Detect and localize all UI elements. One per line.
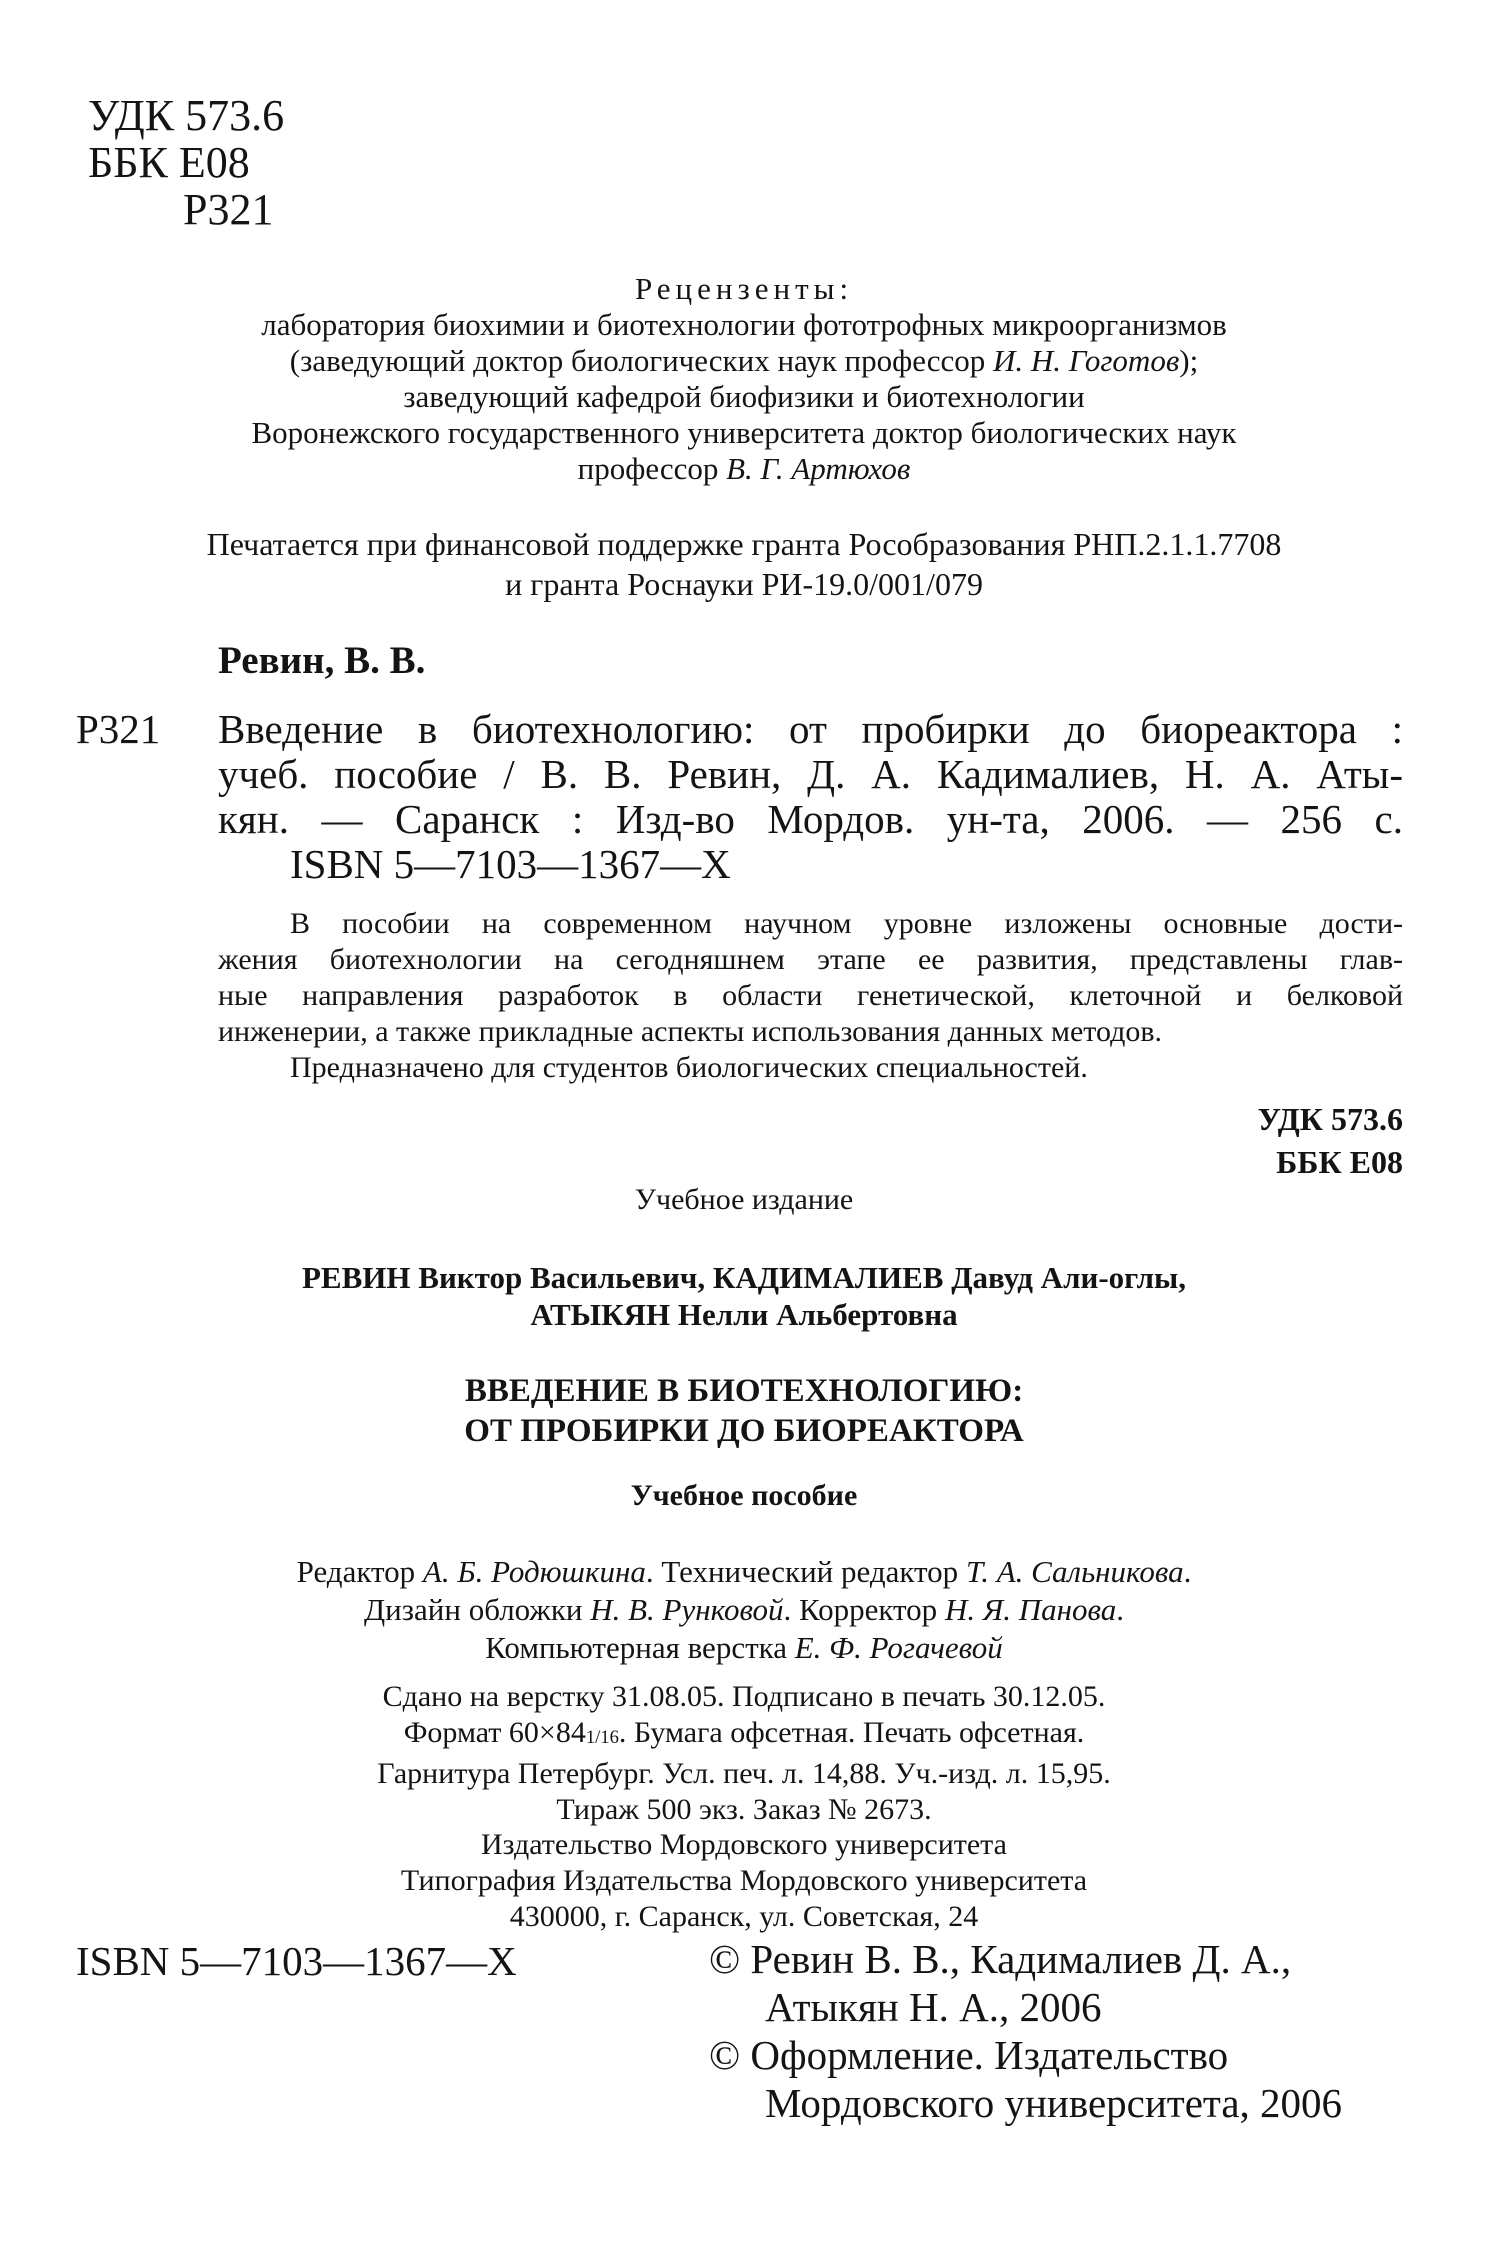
grant-line: и гранта Роснауки РИ-19.0/001/079	[505, 566, 983, 602]
publisher-line: Издательство Мордовского университета	[481, 1828, 1007, 1861]
copyright-line: Мордовского университета, 2006	[765, 2080, 1343, 2126]
reviewer-text: );	[1179, 343, 1199, 378]
reviewer-line	[0, 343, 1488, 379]
abstract-line: Предназначено для студентов биологических специальностей.	[290, 1051, 1088, 1084]
copyright-line: © Ревин В. В., Кадималиев Д. А.,	[709, 1936, 1292, 1982]
staff-label: Редактор	[296, 1554, 423, 1589]
author-surname: РЕВИН	[302, 1260, 411, 1295]
staff-name: Т. А. Сальникова	[965, 1554, 1184, 1589]
udk-code-bold: УДК 573.6	[1257, 1101, 1403, 1137]
staff-label: .	[1183, 1554, 1192, 1589]
reviewer-line	[0, 451, 1488, 487]
staff-label: Компьютерная верстка	[485, 1630, 795, 1665]
format-text: Формат 60×84	[403, 1716, 586, 1749]
copyright-line: © Оформление. Издательство	[709, 2032, 1229, 2078]
staff-label: Дизайн обложки	[364, 1592, 591, 1627]
editorial-staff	[0, 1553, 1488, 1667]
isbn-footer: ISBN 5—7103—1367—Х	[76, 1938, 517, 1984]
staff-label: . Корректор	[783, 1592, 945, 1627]
abstract	[218, 906, 1403, 1086]
abstract-line: жения биотехнологии на сегодняшнем этапе ее развития, представлены глав-	[218, 943, 1403, 976]
staff-line	[0, 1629, 1488, 1667]
publisher-info	[0, 1827, 1488, 1935]
author-mark-code: Р321	[183, 185, 274, 234]
reviewer-name: И. Н. Гоготов	[993, 343, 1180, 378]
staff-label: .	[1116, 1592, 1124, 1627]
reviewer-line: заведующий кафедрой биофизики и биотехнологии	[403, 379, 1085, 414]
biblio-line: кян. — Саранск : Изд-во Мордов. ун-та, 2006. — 256 с.	[218, 796, 1403, 842]
bibliographic-record	[218, 707, 1403, 887]
staff-name: Н. Я. Панова	[944, 1592, 1117, 1627]
biblio-isbn: ISBN 5—7103—1367—Х	[290, 841, 731, 887]
reviewer-line: Воронежского государственного университета доктор биологических наук	[251, 415, 1237, 450]
classification-right	[1258, 1098, 1403, 1184]
author-surname: АТЫКЯН	[530, 1297, 671, 1332]
staff-name: А. Б. Родюшкина	[422, 1554, 646, 1589]
author-given: Виктор Васильевич,	[410, 1260, 713, 1295]
staff-line	[0, 1553, 1488, 1591]
staff-name: Н. В. Рунковой	[590, 1592, 784, 1627]
staff-label: . Технический редактор	[645, 1554, 966, 1589]
reviewer-line: лаборатория биохимии и биотехнологии фототрофных микроорганизмов	[261, 307, 1227, 342]
print-line: Гарнитура Петербург. Усл. печ. л. 14,88. Уч.-изд. л. 15,95.	[377, 1756, 1111, 1790]
title-line: ОТ ПРОБИРКИ ДО БИОРЕАКТОРА	[464, 1413, 1024, 1449]
biblio-line: учеб. пособие / В. В. Ревин, Д. А. Кадималиев, Н. А. Аты-	[218, 751, 1403, 797]
reviewer-text: (заведующий доктор биологических наук профессор	[289, 343, 994, 378]
format-text: . Бумага офсетная. Печать офсетная.	[618, 1716, 1085, 1749]
grant-line: Печатается при финансовой поддержке гранта Рособразования РНП.2.1.1.7708	[206, 526, 1282, 562]
print-line	[0, 1715, 1488, 1756]
abstract-line: инженерии, а также прикладные аспекты использования данных методов.	[218, 1015, 1163, 1048]
authors-full	[0, 1259, 1488, 1333]
authors-line	[0, 1259, 1488, 1296]
classification-codes	[88, 92, 284, 233]
staff-name: Е. Ф. Рогачевой	[794, 1630, 1003, 1665]
publisher-line: 430000, г. Саранск, ул. Советская, 24	[509, 1900, 979, 1933]
reviewers-block	[0, 271, 1488, 487]
title-line: ВВЕДЕНИЕ В БИОТЕХНОЛОГИЮ:	[464, 1373, 1024, 1409]
abstract-line: В пособии на современном научном уровне изложены основные дости-	[290, 907, 1403, 940]
format-fraction: 1/16	[585, 1726, 619, 1748]
biblio-author-mark: Р321	[76, 706, 161, 752]
author-given: Нелли Альбертовна	[670, 1297, 958, 1332]
print-line: Тираж 500 экз. Заказ № 2673.	[556, 1792, 932, 1826]
author-given: Давуд Али-оглы,	[943, 1260, 1186, 1295]
edition-type: Учебное издание	[634, 1183, 854, 1216]
author-heading: Ревин, В. В.	[218, 639, 426, 682]
publisher-line: Типография Издательства Мордовского университета	[400, 1864, 1088, 1897]
staff-line	[0, 1591, 1488, 1629]
bbk-code: ББК Е08	[88, 138, 250, 187]
book-title	[0, 1371, 1488, 1451]
bbk-code-bold: ББК Е08	[1276, 1144, 1403, 1180]
print-info	[0, 1679, 1488, 1828]
reviewer-text: профессор	[577, 451, 727, 486]
grant-support	[0, 524, 1488, 604]
copyright-block	[709, 1935, 1342, 2127]
abstract-line: ные направления разработок в области генетической, клеточной и белковой	[218, 979, 1403, 1012]
author-surname: КАДИМАЛИЕВ	[712, 1260, 944, 1295]
authors-line	[0, 1296, 1488, 1333]
print-line: Сдано на верстку 31.08.05. Подписано в печать 30.12.05.	[382, 1680, 1106, 1713]
reviewers-heading: Рецензенты:	[634, 271, 854, 306]
biblio-line: Введение в биотехнологию: от пробирки до биореактора :	[218, 706, 1403, 752]
copyright-line: Атыкян Н. А., 2006	[765, 1984, 1102, 2030]
udk-code: УДК 573.6	[88, 91, 285, 140]
reviewer-name: В. Г. Артюхов	[726, 451, 911, 486]
book-subtitle: Учебное пособие	[630, 1479, 858, 1512]
